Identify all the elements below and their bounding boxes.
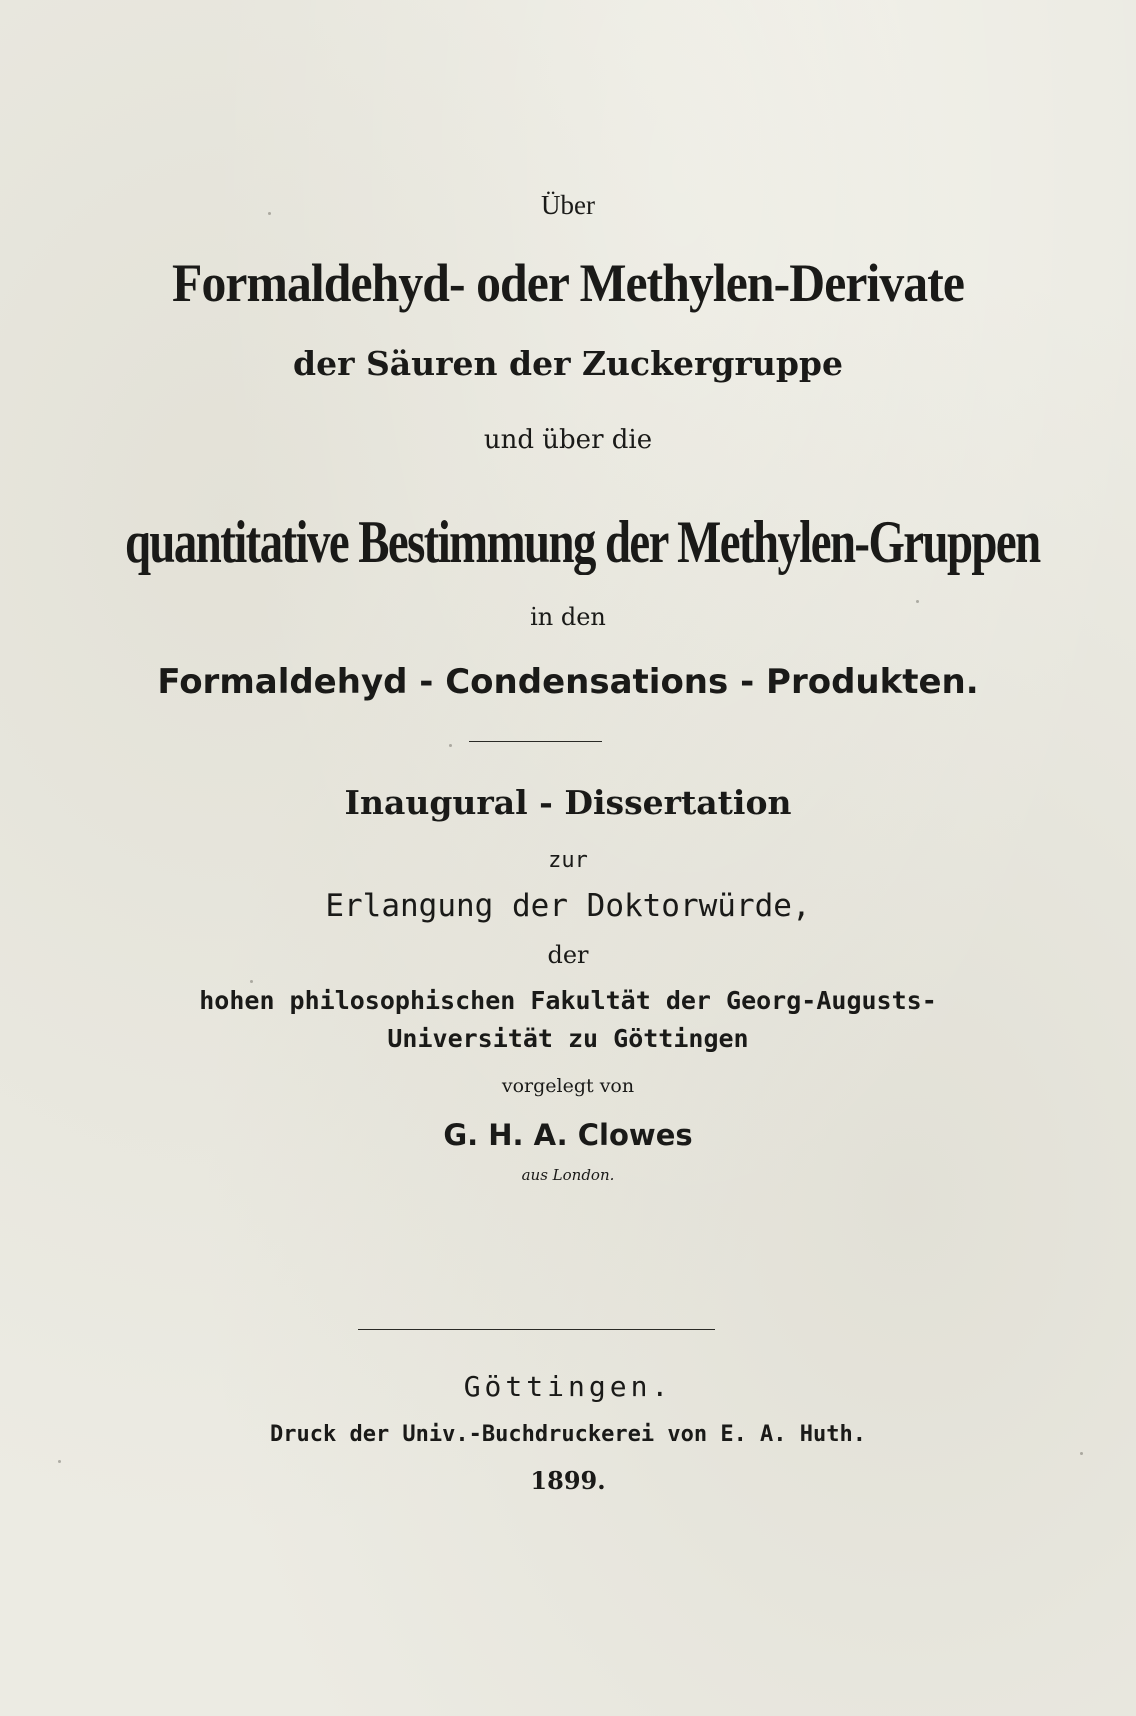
divider-rule-bottom: [358, 1329, 715, 1330]
imprint-printer: Druck der Univ.-Buchdruckerei von E. A. Huth.: [269, 1422, 867, 1447]
paper-speck: [916, 600, 919, 603]
faculty-line-2: Universität zu Göttingen: [387, 1024, 749, 1053]
author-origin: aus London.: [521, 1166, 615, 1184]
third-title: Formaldehyd - Condensations - Produkten.: [157, 662, 979, 702]
dissertation-heading: Inaugural - Dissertation: [344, 783, 792, 822]
main-title: Formaldehyd- oder Methylen-Derivate: [172, 253, 964, 313]
second-title: quantitative Bestimmung der Methylen-Gruppen: [124, 509, 1040, 575]
erlangung-text: Erlangung der Doktorwürde,: [325, 888, 811, 924]
paper-speck: [1080, 1452, 1083, 1455]
vorgelegt-text: vorgelegt von: [501, 1075, 635, 1097]
der-text: der: [547, 941, 589, 969]
imprint-city: Göttingen.: [463, 1370, 673, 1403]
author-name: G. H. A. Clowes: [443, 1118, 693, 1152]
paper-speck: [268, 212, 271, 215]
paper-speck: [58, 1460, 61, 1463]
uber-text: Über: [541, 190, 595, 220]
connector-text: und über die: [483, 425, 653, 455]
in-den-text: in den: [530, 603, 606, 631]
subtitle: der Säuren der Zuckergruppe: [293, 344, 843, 383]
zur-text: zur: [548, 848, 588, 873]
paper-speck: [250, 980, 253, 983]
divider-rule-top: [469, 741, 602, 742]
paper-speck: [449, 744, 452, 747]
faculty-line-1: hohen philosophischen Fakultät der Georg-Augusts-: [199, 986, 937, 1015]
imprint-year: 1899.: [530, 1466, 606, 1495]
